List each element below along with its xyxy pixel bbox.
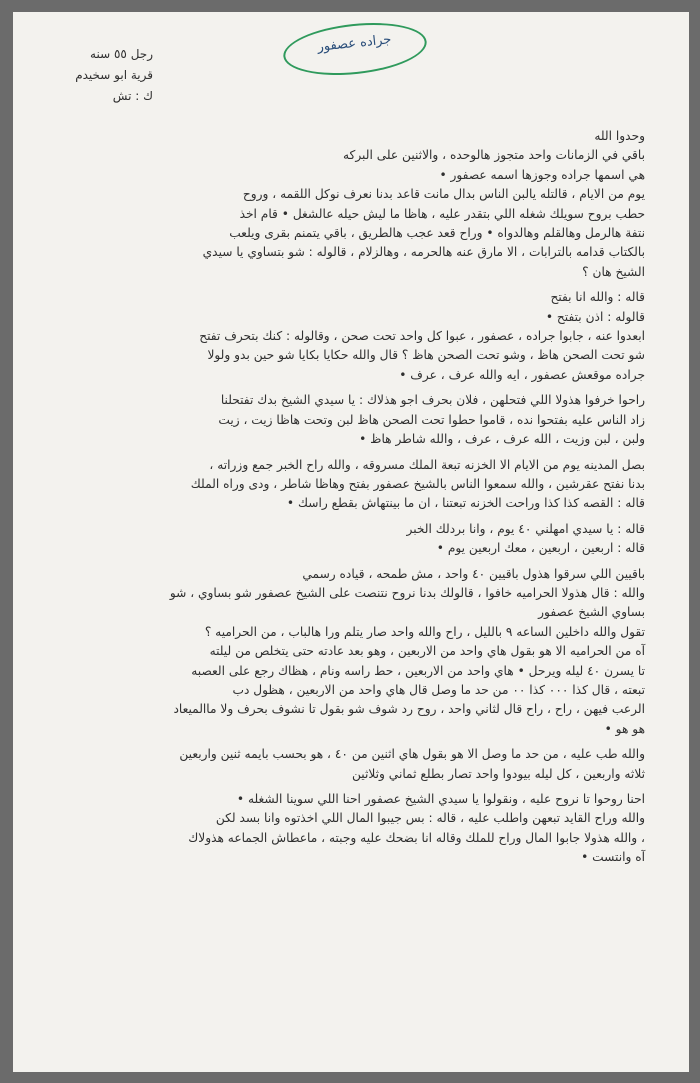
text-line: والله : قال هذولا الحراميه خافوا ، قالولك بدنا نروح نتنصت على الشيخ عصفور شو بساوي ، شو	[169, 585, 645, 600]
text-line: تا يسرن ٤٠ ليله ويرحل • هاي واحد من الاربعين ، حط راسه ونام ، هظاك رجع على العصبه	[191, 663, 645, 678]
text-line: بصل المدينه يوم من الايام الا الخزنه تبعة الملك مسروقه ، والله راح الخبر جمع وزراته ،	[209, 457, 645, 472]
stamp-label: جراده عصفور	[316, 32, 393, 55]
text-line: قاله : يا سيدي امهلني ٤٠ يوم ، وانا بردلك الخبر	[406, 521, 645, 536]
paragraph	[55, 790, 645, 868]
stamp-circle	[281, 17, 429, 82]
text-line: احنا روحوا تا نروح عليه ، ونقولوا يا سيدي الشيخ عصفور احنا اللي سوينا الشغله •	[236, 792, 645, 806]
text-line: ولبن ، لبن وزيت ، الله عرف ، عرف ، والله شاطر هاظ •	[359, 432, 645, 447]
text-line: الرعب فيهن ، راح ، راح قال لثاني واحد ، روح رد شوف شو بقول تا نشوف بحرف ولا ماالميعاد	[173, 702, 645, 717]
text-line: تبعته ، قال كذا ٠٠٠ كذا ٠٠ من حد ما وصل قال هاي واحد من الاربعين ، هظول دب	[232, 682, 645, 697]
text-line: بساوي الشيخ عصفور	[538, 605, 645, 620]
header-line: رجل ٥٥ سنه	[90, 47, 153, 61]
text-line: ثلاثه واربعين ، كل ليله بيودوا واحد تصار بطلع ثماني وثلاثين	[352, 766, 645, 781]
text-line: زاد الناس عليه بفتحوا نده ، قاموا حطوا تحت الصحن هاظ لبن وتحت هاظا زيت ، زيت	[218, 412, 645, 427]
paragraph	[55, 127, 645, 282]
text-line: باقيين اللي سرقوا هذول باقيين ٤٠ واحد ، مش طمحه ، قياده رسمي	[302, 566, 645, 581]
text-line: يوم من الايام ، قالتله يالبن الناس بدال مانت قاعد بدنا نعرف نوكل اللقمه ، وروح	[242, 187, 645, 202]
paragraph	[55, 520, 645, 559]
text-line: هي اسمها جراده وجوزها اسمه عصفور •	[439, 167, 645, 182]
text-line: ، والله هذولا جابوا المال وراح للملك وقاله انا بضحك عليه وجبته ، ماعطاش الجماعه هذولاك	[188, 830, 645, 845]
text-line: والله وراح القايد تبعهن واطلب عليه ، قاله : بس جيبوا المال اللي اخذتوه وانا بسد لكن	[215, 811, 645, 826]
text-line: جراده موقعش عصفور ، ايه والله عرف ، عرف •	[399, 367, 645, 382]
text-line: قاله : والله انا بفتح	[550, 290, 645, 305]
text-line: وحدوا الله	[594, 129, 645, 143]
paragraph	[55, 391, 645, 449]
text-line: ابعدوا عنه ، جابوا جراده ، عصفور ، عبوا كل واحد تحت صحن ، وقالوله : كنك بتحرف تفتح	[199, 329, 645, 344]
paragraph	[55, 456, 645, 514]
text-line: بالكتاب قدامه بالترابات ، الا مارق عنه هالحرمه ، وهالزلام ، قالوله : شو بتساوي يا سيدي	[202, 245, 645, 260]
document-body	[55, 127, 645, 874]
text-line: حطب بروح سويلك شغله اللي بتقدر عليه ، هاظا ما ليش حيله عالشغل • قام اخذ	[239, 206, 645, 221]
paragraph	[55, 745, 645, 784]
text-line: بدنا نفتح عقرشين ، والله سمعوا الناس بالشيخ عصفور بفتح وهاظا شاطر ، ودى وراه الملك	[190, 476, 645, 491]
paragraph	[55, 288, 645, 385]
text-line: قاله : القصه كذا كذا وراحت الخزنه تبعتنا ، ان ما بينتهاش بقطع راسك •	[286, 496, 645, 511]
text-line: راحوا خرفوا هذولا اللي فتحلهن ، فلان بحرف اجو هذلاك : يا سيدي الشيخ بدك تفتحلنا	[220, 393, 645, 408]
text-line: تقول والله داخلين الساعه ٩ بالليل ، راح والله واحد صار يتلم ورا هالباب ، من الحراميه ؟	[204, 624, 645, 639]
header-line: ك : تش	[112, 89, 153, 103]
text-line: هو هو •	[604, 721, 645, 736]
text-line: باقي في الزمانات واحد متجوز هالوحده ، والاثنين على البركه	[343, 148, 645, 163]
text-line: قالوله : اذن بتفتح •	[545, 309, 645, 324]
text-line: آه من الحراميه الا هو بقول هاي واحد من الاربعين ، وهو بعد عادته حتى يتخلص من ليلته	[209, 644, 645, 659]
text-line: شو تحت الصحن هاظ ، وشو تحت الصحن هاظ ؟ قال والله حكايا بكايا شو حين بدو ولولا	[207, 348, 645, 363]
text-line: قاله : اربعين ، اربعين ، معك اربعين يوم •	[436, 541, 645, 556]
document-page	[13, 12, 689, 1072]
text-line: والله طب عليه ، من حد ما وصل الا هو بقول هاي اثنين من ٤٠ ، هو بحسب بايمه ثنين واربعين	[179, 747, 645, 762]
header-block	[43, 44, 153, 107]
header-line: قرية ابو سخيدم	[75, 68, 153, 82]
text-line: نتفة هالرمل وهالقلم وهالدواه • وراح قعد عجب هالطريق ، باقي يتمنم بقرى ويلعب	[229, 226, 645, 241]
text-line: الشيخ هان ؟	[582, 264, 645, 279]
text-line: آه وانتست •	[581, 850, 645, 865]
paragraph	[55, 565, 645, 740]
